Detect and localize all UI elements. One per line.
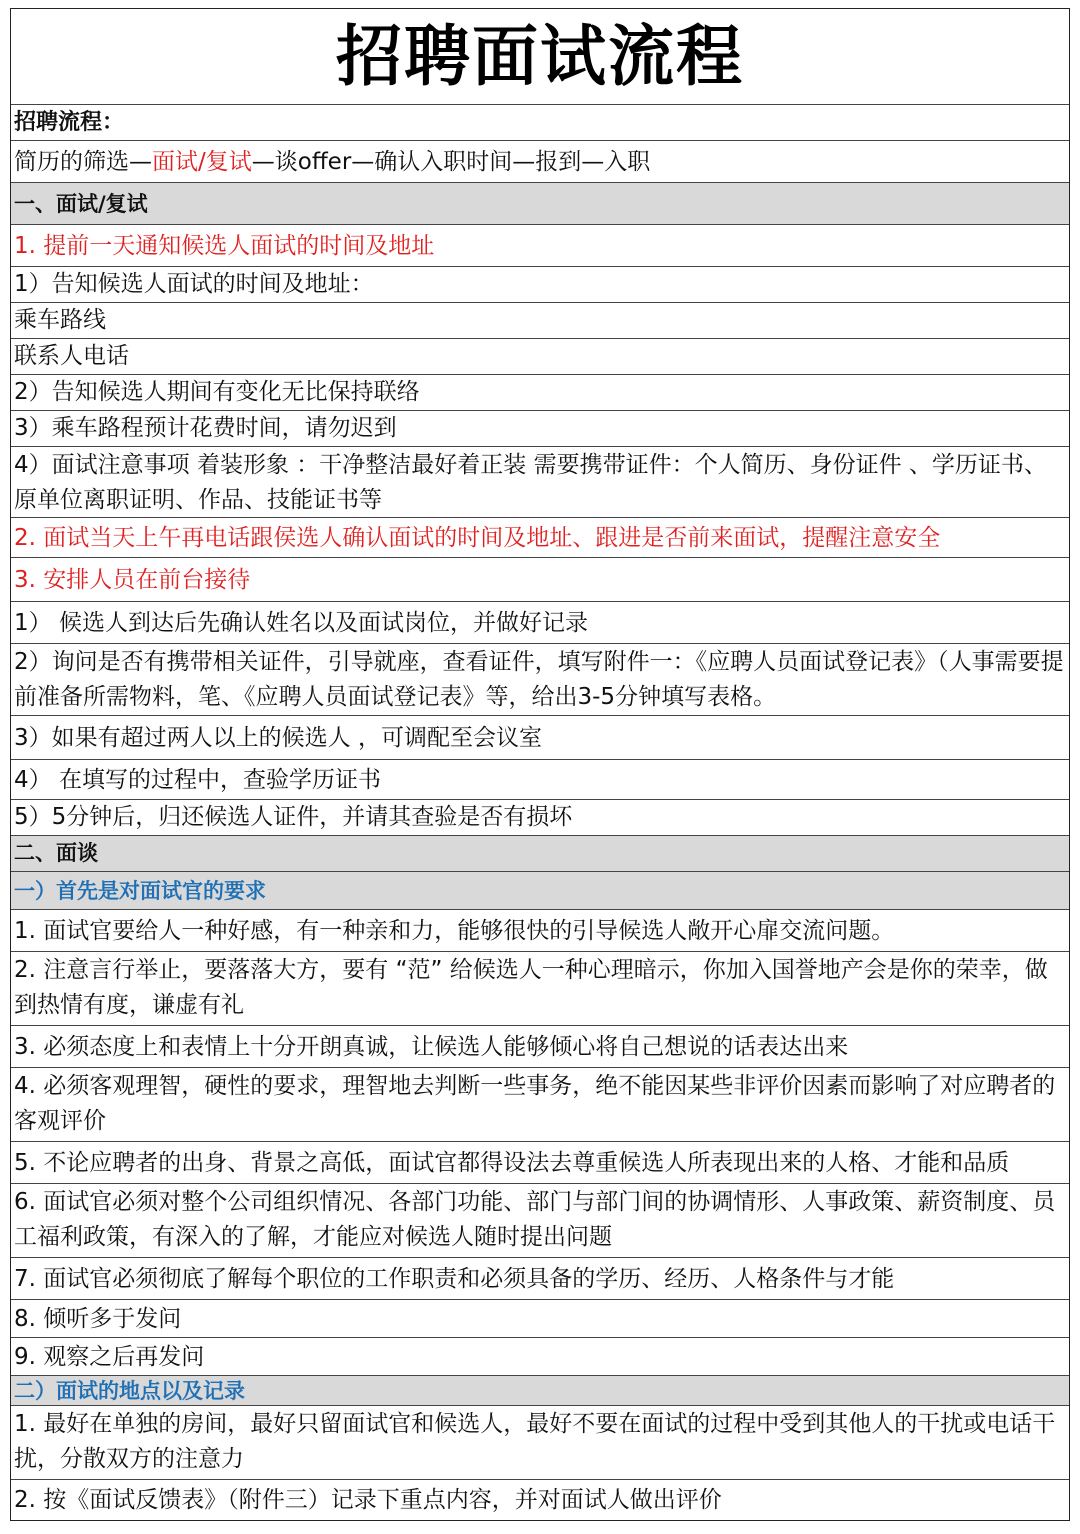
- list-item: 3）乘车路程预计花费时间，请勿迟到: [11, 411, 1069, 447]
- list-item: 7. 面试官必须彻底了解每个职位的工作职责和必须具备的学历、经历、人格条件与才能: [11, 1258, 1069, 1300]
- list-item: 9. 观察之后再发问: [11, 1338, 1069, 1376]
- page-title: 招聘面试流程: [11, 9, 1069, 105]
- section-heading: 二、面谈: [11, 836, 1069, 872]
- list-item: 联系人电话: [11, 339, 1069, 375]
- list-item: 1. 最好在单独的房间，最好只留面试官和候选人，最好不要在面试的过程中受到其他人的干扰或电话干扰，分散双方的注意力: [11, 1406, 1069, 1480]
- list-item: 3）如果有超过两人以上的候选人 ，可调配至会议室: [11, 716, 1069, 760]
- list-item: 2）询问是否有携带相关证件，引导就座，查看证件，填写附件一：《应聘人员面试登记表》（人事需要提前准备所需物料，笔、《应聘人员面试登记表》等，给出3-5分钟填写表格。: [11, 644, 1069, 716]
- point-heading: 1. 提前一天通知候选人面试的时间及地址: [11, 225, 1069, 267]
- subsection-heading: 二）面试的地点以及记录: [11, 1376, 1069, 1406]
- process-label: 招聘流程：: [11, 105, 1069, 141]
- list-item: 8. 倾听多于发问: [11, 1300, 1069, 1338]
- list-item: 1. 面试官要给人一种好感，有一种亲和力，能够很快的引导候选人敞开心扉交流问题。: [11, 910, 1069, 952]
- list-item: 2）告知候选人期间有变化无比保持联络: [11, 375, 1069, 411]
- list-item: 4）面试注意事项 着装形象 ：干净整洁最好着正装 需要携带证件：个人简历、身份证件 、学历证书、原单位离职证明、作品、技能证书等: [11, 447, 1069, 518]
- section-heading: 一、面试/复试: [11, 183, 1069, 225]
- process-step-highlight: 面试/复试: [152, 149, 252, 175]
- process-step: 报到: [535, 149, 582, 175]
- list-item: 乘车路线: [11, 303, 1069, 339]
- process-step: 确认入职时间: [374, 149, 513, 175]
- list-item: 5. 不论应聘者的出身、背景之高低，面试官都得设法去尊重候选人所表现出来的人格、才能和品质: [11, 1142, 1069, 1184]
- list-item: 1）告知候选人面试的时间及地址：: [11, 267, 1069, 303]
- list-item: 3. 必须态度上和表情上十分开朗真诚，让候选人能够倾心将自己想说的话表达出来: [11, 1026, 1069, 1068]
- process-step: 入职: [604, 149, 651, 175]
- list-item: 4） 在填写的过程中，查验学历证书: [11, 760, 1069, 800]
- list-item: 1） 候选人到达后先确认姓名以及面试岗位，并做好记录: [11, 602, 1069, 644]
- list-item: 2. 注意言行举止，要落落大方，要有 “范” 给候选人一种心理暗示，你加入国誉地产会是你的荣幸，做到热情有度，谦虚有礼: [11, 952, 1069, 1026]
- point-heading: 3. 安排人员在前台接待: [11, 558, 1069, 602]
- list-item: 6. 面试官必须对整个公司组织情况、各部门功能、部门与部门间的协调情形、人事政策、薪资制度、员工福利政策，有深入的了解，才能应对候选人随时提出问题: [11, 1184, 1069, 1258]
- list-item: 5）5分钟后，归还候选人证件，并请其查验是否有损坏: [11, 800, 1069, 836]
- list-item: 4. 必须客观理智，硬性的要求，理智地去判断一些事务，绝不能因某些非评价因素而影响了对应聘者的客观评价: [11, 1068, 1069, 1142]
- subsection-heading: 一）首先是对面试官的要求: [11, 872, 1069, 910]
- process-step: 简历的筛选: [14, 149, 129, 175]
- process-flow: 简历的筛选—面试/复试—谈offer—确认入职时间—报到—入职: [11, 141, 1069, 183]
- process-step: 谈offer: [274, 149, 352, 175]
- interview-process-sheet: [10, 8, 1070, 1521]
- point-heading: 2. 面试当天上午再电话跟侯选人确认面试的时间及地址、跟进是否前来面试，提醒注意安全: [11, 518, 1069, 558]
- list-item: 2. 按《面试反馈表》（附件三）记录下重点内容，并对面试人做出评价: [14, 1487, 722, 1513]
